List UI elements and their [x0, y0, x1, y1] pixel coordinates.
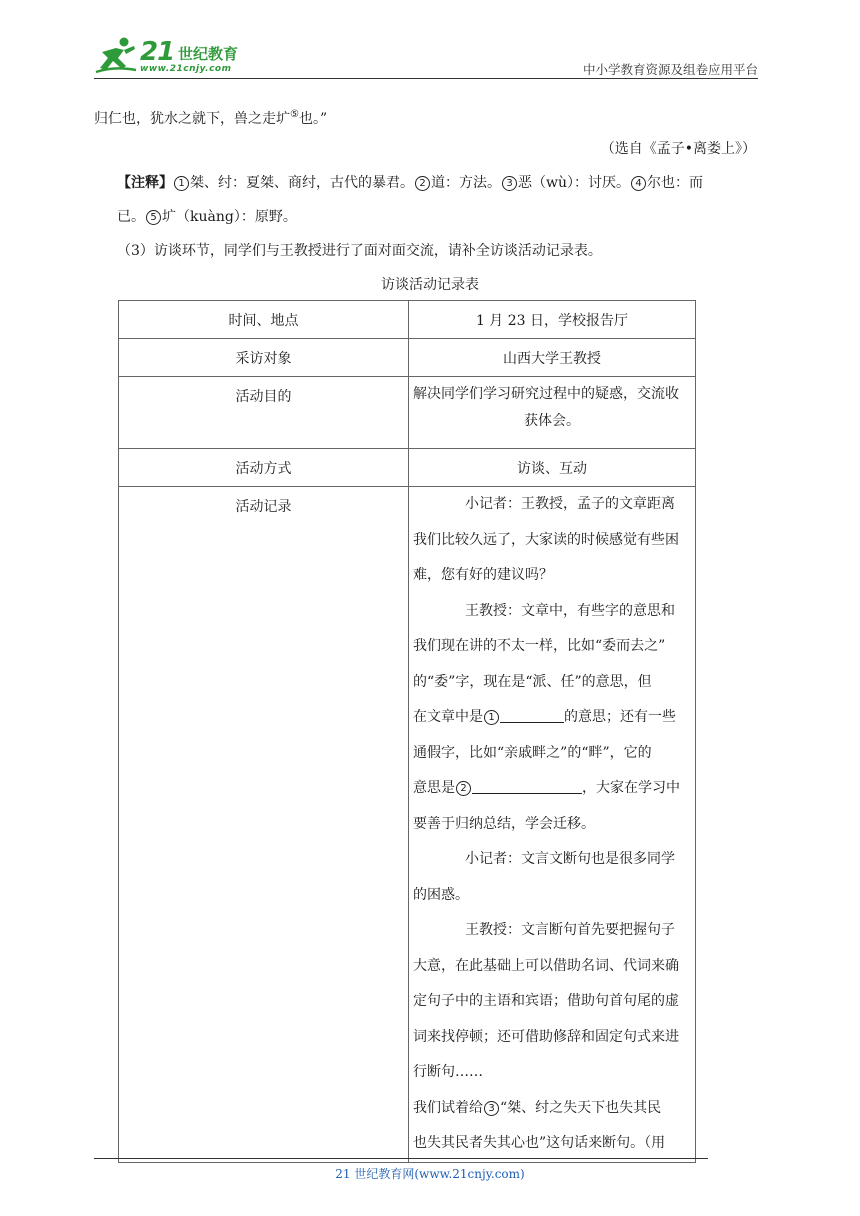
- row-label: 活动目的: [119, 377, 409, 449]
- note-number: 2: [415, 176, 430, 191]
- row-value: 1 月 23 日，学校报告厅: [409, 301, 696, 339]
- blank-number: 1: [484, 710, 499, 725]
- notes-line-1: 【注释】 1 桀、纣：夏桀、商纣，古代的暴君。 2 道：方法。 3 恶（wù）：讨厌。 4 尔也：而: [117, 175, 703, 191]
- table-caption: 访谈活动记录表: [381, 277, 479, 293]
- answer-blank-1[interactable]: [500, 708, 564, 723]
- note-number: 4: [631, 176, 646, 191]
- logo-url: www.21cnjy.com: [140, 64, 232, 74]
- row-value: 解决同学们学习研究过程中的疑惑，交流收 获体会。: [409, 377, 696, 449]
- question-text: （3）访谈环节，同学们与王教授进行了面对面交流，请补全访谈活动记录表。: [117, 243, 602, 259]
- logo-number: 21: [140, 37, 175, 67]
- row-label: 活动方式: [119, 449, 409, 487]
- blank-number: 2: [456, 781, 471, 796]
- note-number: 5: [146, 210, 161, 225]
- table-row: [119, 487, 696, 1163]
- table-row: [119, 339, 696, 377]
- answer-blank-2[interactable]: [472, 779, 582, 794]
- footer-divider: [94, 1158, 708, 1159]
- notes-line-2: 已。 5 圹（kuàng）：原野。: [117, 209, 297, 225]
- row-value: 山西大学王教授: [409, 339, 696, 377]
- notes-label: 【注释】: [117, 175, 173, 191]
- page-footer: 21 世纪教育网(www.21cnjy.com): [335, 1167, 525, 1181]
- page-header: [94, 34, 758, 79]
- passage-line: 归仁也，犹水之就下，兽之走圹⑤也。”: [94, 109, 328, 127]
- note-number: 3: [502, 176, 517, 191]
- interview-record-table: [118, 300, 696, 1163]
- row-label: 活动记录: [119, 487, 409, 1163]
- row-value: 访谈、互动: [409, 449, 696, 487]
- table-row: [119, 449, 696, 487]
- table-row: [119, 377, 696, 449]
- row-label: 时间、地点: [119, 301, 409, 339]
- running-man-icon: [94, 36, 138, 76]
- footnote-marker: ⑤: [290, 109, 299, 120]
- passage-source: （选自《孟子•离娄上》）: [600, 141, 756, 157]
- activity-record: 小记者：王教授，孟子的文章距离 我们比较久远了，大家读的时候感觉有些困 难，您有好的建议吗？ 王教授：文章中，有些字的意思和 我们现在讲的不太一样，比如“委而去之” 的“委”字，现在是“派、任”的意思，但 在文章中是 1 的意思；还有一些 通假字，比如“亲戚畔之”的“畔”，它的 意思是 2 ，大家在学习中 要善于归纳总结，学会迁移。 小记者：文言文断句也是很多同学 的困惑。 王教授：文言断句首先要把握句子 大意，在此基础上可以借助名词、代词来确 定句子中的主语和宾语；借助句首句尾的虚 词来找停顿；还可借助修辞和固定句式来进 行断句…… 我们试着给 3 “桀、纣之失天下也失其民 也失其民者失其心也”这句话来断句。（用: [409, 487, 696, 1163]
- logo-text: 世纪教育: [178, 45, 239, 63]
- blank-number: 3: [484, 1101, 499, 1116]
- note-number: 1: [174, 176, 189, 191]
- site-logo: [94, 34, 264, 78]
- platform-name: 中小学教育资源及组卷应用平台: [582, 62, 758, 77]
- row-label: 采访对象: [119, 339, 409, 377]
- table-row: [119, 301, 696, 339]
